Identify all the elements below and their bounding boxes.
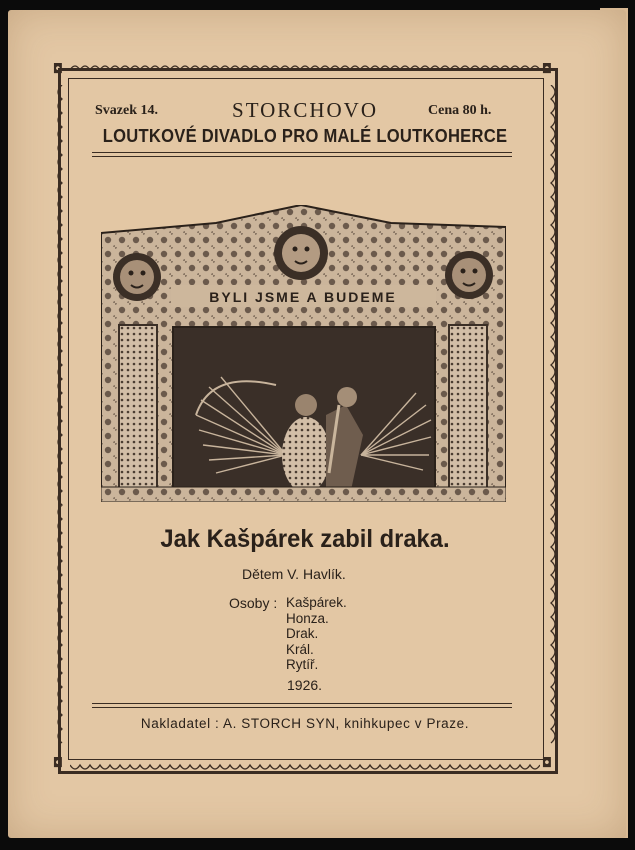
corner-ornament: ◘ [52, 756, 64, 771]
cast-member: Drak. [286, 626, 319, 641]
corner-ornament: ◘ [541, 62, 553, 77]
corner-ornament: ◘ [541, 756, 553, 771]
price: Cena 80 h. [428, 103, 492, 118]
medallion-face-center [274, 226, 328, 280]
volume-number: Svazek 14. [95, 103, 158, 118]
cast-list [286, 595, 347, 673]
dedication-author: Dětem V. Havlík. [242, 566, 346, 582]
scallop-border-left [55, 85, 65, 750]
stage-motto: BYLI JSME A BUDEME [209, 289, 397, 305]
cast-member: Kašpárek. [286, 595, 347, 610]
cast-label: Osoby : [229, 595, 278, 611]
footer-rule [92, 703, 512, 704]
medallion-face-right [445, 251, 493, 299]
scallop-border-right [548, 85, 558, 750]
footer-rule [92, 707, 512, 708]
publisher-brand: STORCHOVO [232, 98, 378, 122]
corner-ornament: ◘ [52, 62, 64, 77]
scallop-border-bottom [70, 763, 540, 771]
medallion-face-left [113, 253, 161, 301]
scallop-border-top [70, 64, 540, 72]
cast-member: Honza. [286, 610, 329, 626]
puppet-theatre-illustration [101, 205, 506, 502]
cast-member: Král. [286, 641, 314, 657]
publication-year: 1926. [287, 677, 323, 693]
play-title: Jak Kašpárek zabil draka. [160, 525, 450, 553]
series-title: LOUTKOVÉ DIVADLO PRO MALÉ LOUTKOHERCE [102, 126, 508, 146]
header-rule [92, 156, 512, 157]
cast-member: Rytíř. [286, 657, 319, 672]
publisher-line: Nakladatel : A. STORCH SYN, knihkupec v Praze. [140, 716, 470, 731]
header-rule [92, 152, 512, 153]
